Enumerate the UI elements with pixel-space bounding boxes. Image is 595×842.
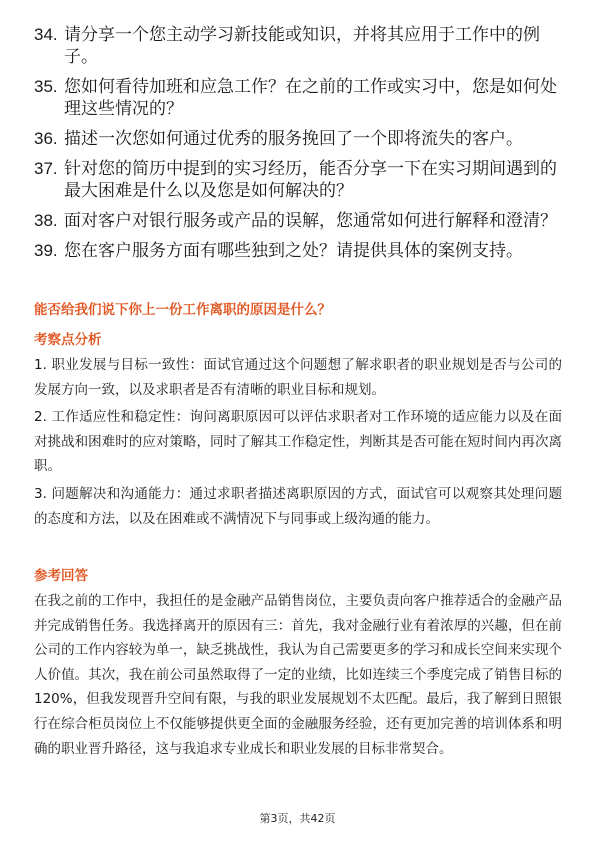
list-item <box>34 76 562 120</box>
list-item <box>34 128 562 150</box>
question-text: 您如何看待加班和应急工作？在之前的工作或实习中，您是如何处理这些情况的？ <box>64 77 557 119</box>
analysis-point: 2. 工作适应性和稳定性：询问离职原因可以评估求职者对工作环境的适应能力以及在面对挑战和困难时的应对策略，同时了解其工作稳定性，判断其是否可能在短时间内再次离职。 <box>34 409 562 475</box>
list-item <box>34 24 562 68</box>
question-text: 描述一次您如何通过优秀的服务挽回了一个即将流失的客户。 <box>64 129 523 149</box>
page-footer: 第3页，共42页 <box>259 812 336 825</box>
question-list <box>34 24 562 270</box>
question-number: 34. <box>34 25 58 44</box>
question-number: 37. <box>34 159 58 178</box>
question-text: 请分享一个您主动学习新技能或知识，并将其应用于工作中的例子。 <box>64 25 540 67</box>
reference-answer-section <box>34 566 562 761</box>
question-number: 39. <box>34 241 58 260</box>
list-item <box>34 158 562 202</box>
list-item <box>34 240 562 262</box>
reference-text: 在我之前的工作中，我担任的是金融产品销售岗位，主要负责向客户推荐适合的金融产品并完成销售任务。我选择离开的原因有三：首先，我对金融行业有着浓厚的兴趣，但在前公司的工作内容较为单一，缺乏挑战性，我认为自己需要更多的学习和成长空间来实现个人价值。其次，我在前公司虽然取得了一定的业绩，比如连续三个季度完成了销售目标的120%，但我发现晋升空间有限，与我的职业发展规划不太匹配。最后，我了解到日照银行在综合柜员岗位上不仅能够提供更全面的金融服务经验，还有更加完善的培训体系和明确的职业晋升路径，这与我追求专业成长和职业发展的目标非常契合。 <box>34 593 562 757</box>
question-text: 您在客户服务方面有哪些独到之处？请提供具体的案例支持。 <box>64 241 523 261</box>
question-number: 35. <box>34 77 58 96</box>
question-text: 针对您的简历中提到的实习经历，能否分享一下在实习期间遇到的最大困难是什么以及您是如何解决的？ <box>64 159 557 201</box>
analysis-section <box>34 330 562 531</box>
analysis-point: 3. 问题解决和沟通能力：通过求职者描述离职原因的方式，面试官可以观察其处理问题的态度和方法，以及在困难或不满情况下与同事或上级沟通的能力。 <box>34 485 562 527</box>
analysis-point: 1. 职业发展与目标一致性：面试官通过这个问题想了解求职者的职业规划是否与公司的发展方向一致，以及求职者是否有清晰的职业目标和规划。 <box>34 357 562 398</box>
list-item <box>34 210 562 232</box>
question-number: 38. <box>34 211 58 230</box>
question-number: 36. <box>34 129 58 148</box>
question-text: 面对客户对银行服务或产品的误解，您通常如何进行解释和澄清？ <box>64 211 557 231</box>
analysis-title: 考察点分析 <box>34 332 102 348</box>
reference-title: 参考回答 <box>34 568 88 584</box>
main-question-heading: 能否给我们说下你上一份工作离职的原因是什么？ <box>34 302 331 318</box>
